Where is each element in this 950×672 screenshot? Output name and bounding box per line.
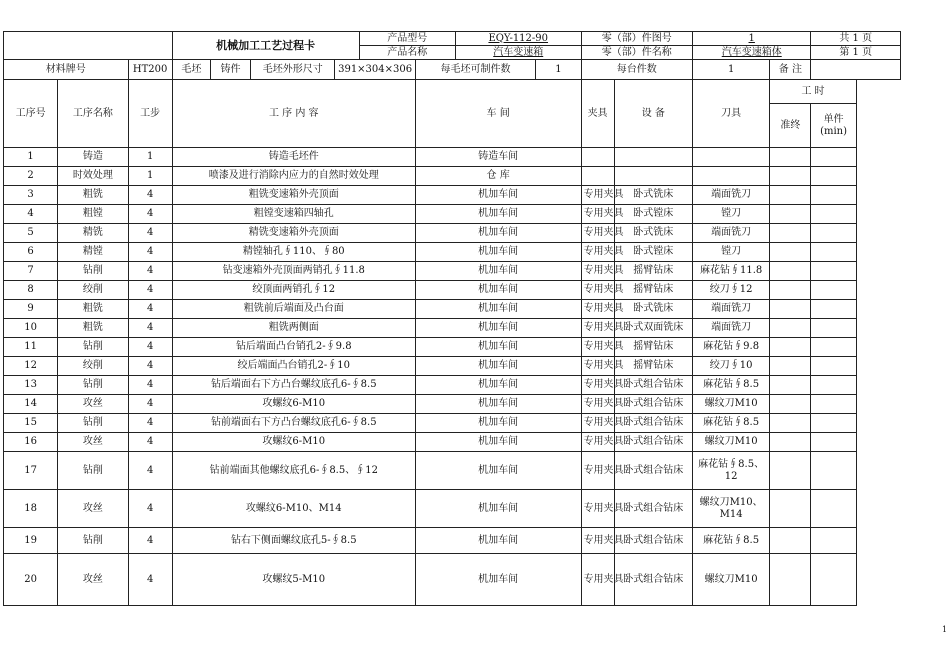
step-fixture: 专用夹具 [581, 186, 614, 205]
step-prep-time [770, 243, 811, 262]
step-equipment: 摇臂钻床 [614, 357, 692, 376]
product-name-label: 产品名称 [359, 46, 455, 60]
step-fixture: 专用夹具 [581, 452, 614, 490]
step-equipment: 摇臂钻床 [614, 262, 692, 281]
step-count: 4 [128, 414, 172, 433]
step-seq: 13 [4, 376, 58, 395]
step-seq: 8 [4, 281, 58, 300]
step-count: 4 [128, 300, 172, 319]
material-grade-value: HT200 [128, 60, 172, 80]
step-unit-time [811, 148, 856, 167]
step-unit-time [811, 243, 856, 262]
step-workshop: 机加车间 [415, 433, 581, 452]
step-fixture: 专用夹具 [581, 243, 614, 262]
step-seq: 7 [4, 262, 58, 281]
step-tool: 螺纹刀M10 [692, 433, 769, 452]
step-tool: 螺纹刀M10、M14 [692, 490, 769, 528]
step-content: 精镗轴孔∮110、∮80 [172, 243, 415, 262]
step-count: 4 [128, 319, 172, 338]
step-fixture: 专用夹具 [581, 376, 614, 395]
step-unit-time [811, 338, 856, 357]
table-row [4, 338, 901, 357]
step-prep-time [770, 205, 811, 224]
step-workshop: 机加车间 [415, 395, 581, 414]
step-count: 1 [128, 148, 172, 167]
step-name: 攻丝 [58, 395, 128, 414]
step-name: 钻削 [58, 414, 128, 433]
step-fixture: 专用夹具 [581, 490, 614, 528]
step-content: 攻螺纹6-M10 [172, 395, 415, 414]
step-prep-time [770, 414, 811, 433]
per-blank-value: 1 [536, 60, 581, 80]
step-content: 钻前端面其他螺纹底孔6-∮8.5、∮12 [172, 452, 415, 490]
table-row [4, 395, 901, 414]
step-prep-time [770, 433, 811, 452]
blank-label: 毛坯 [172, 60, 210, 80]
step-content: 喷漆及进行消除内应力的自然时效处理 [172, 167, 415, 186]
step-seq: 9 [4, 300, 58, 319]
step-name: 铸造 [58, 148, 128, 167]
step-unit-time [811, 490, 856, 528]
step-seq: 10 [4, 319, 58, 338]
step-fixture: 专用夹具 [581, 433, 614, 452]
step-count: 4 [128, 433, 172, 452]
step-tool: 麻花钻∮8.5 [692, 528, 769, 554]
remarks-value [811, 60, 901, 80]
header-blank [4, 32, 173, 60]
step-workshop: 机加车间 [415, 338, 581, 357]
step-seq: 2 [4, 167, 58, 186]
step-equipment: 卧式镗床 [614, 205, 692, 224]
step-content: 粗铣前后端面及凸台面 [172, 300, 415, 319]
col-header-equipment: 设 备 [614, 80, 692, 148]
step-fixture [581, 148, 614, 167]
table-row [4, 186, 901, 205]
step-count: 4 [128, 224, 172, 243]
col-header-workshop: 车 间 [415, 80, 581, 148]
step-seq: 6 [4, 243, 58, 262]
step-unit-time [811, 281, 856, 300]
step-unit-time [811, 414, 856, 433]
step-seq: 3 [4, 186, 58, 205]
step-workshop: 机加车间 [415, 186, 581, 205]
step-count: 4 [128, 528, 172, 554]
step-seq: 16 [4, 433, 58, 452]
step-workshop: 机加车间 [415, 528, 581, 554]
step-tool: 绞刀∮10 [692, 357, 769, 376]
step-prep-time [770, 528, 811, 554]
step-content: 攻螺纹6-M10 [172, 433, 415, 452]
step-name: 钻削 [58, 528, 128, 554]
step-count: 4 [128, 262, 172, 281]
step-workshop: 机加车间 [415, 452, 581, 490]
step-seq: 15 [4, 414, 58, 433]
blank-type-value: 铸件 [210, 60, 250, 80]
step-prep-time [770, 167, 811, 186]
step-name: 精铣 [58, 224, 128, 243]
step-tool: 麻花钻∮8.5 [692, 414, 769, 433]
step-fixture: 专用夹具 [581, 528, 614, 554]
step-tool: 端面铣刀 [692, 300, 769, 319]
step-name: 粗铣 [58, 186, 128, 205]
part-name-label: 零（部）件名称 [581, 46, 692, 60]
material-grade-label: 材料牌号 [4, 60, 129, 80]
part-drawing-value: 1 [748, 32, 755, 44]
step-equipment [614, 148, 692, 167]
step-content: 攻螺纹5-M10 [172, 554, 415, 606]
part-name-value: 汽车变速箱体 [721, 46, 782, 58]
step-workshop: 机加车间 [415, 357, 581, 376]
step-fixture: 专用夹具 [581, 224, 614, 243]
step-content: 钻后端面右下方凸台螺纹底孔6-∮8.5 [172, 376, 415, 395]
step-content: 粗镗变速箱四轴孔 [172, 205, 415, 224]
step-equipment: 卧式组合钻床 [614, 554, 692, 606]
step-fixture [581, 167, 614, 186]
step-tool [692, 148, 769, 167]
step-workshop: 铸造车间 [415, 148, 581, 167]
step-fixture: 专用夹具 [581, 554, 614, 606]
step-prep-time [770, 148, 811, 167]
step-count: 4 [128, 281, 172, 300]
step-equipment: 摇臂钻床 [614, 281, 692, 300]
step-unit-time [811, 205, 856, 224]
table-row [4, 281, 901, 300]
step-prep-time [770, 376, 811, 395]
step-tool: 麻花钻∮9.8 [692, 338, 769, 357]
step-seq: 1 [4, 148, 58, 167]
step-prep-time [770, 338, 811, 357]
step-equipment: 卧式组合钻床 [614, 395, 692, 414]
step-prep-time [770, 554, 811, 606]
col-header-time: 工 时 [770, 80, 856, 104]
step-unit-time [811, 319, 856, 338]
step-workshop: 机加车间 [415, 554, 581, 606]
table-row [4, 319, 901, 338]
total-pages: 共 1 页 [811, 32, 901, 46]
step-content: 钻后端面凸台销孔2-∮9.8 [172, 338, 415, 357]
step-fixture: 专用夹具 [581, 414, 614, 433]
step-count: 4 [128, 490, 172, 528]
step-seq: 5 [4, 224, 58, 243]
step-seq: 19 [4, 528, 58, 554]
step-workshop: 机加车间 [415, 205, 581, 224]
table-row [4, 205, 901, 224]
part-drawing-label: 零（部）件图号 [581, 32, 692, 46]
step-fixture: 专用夹具 [581, 395, 614, 414]
step-tool: 麻花钻∮11.8 [692, 262, 769, 281]
step-workshop: 机加车间 [415, 224, 581, 243]
step-content: 精铣变速箱外壳顶面 [172, 224, 415, 243]
blank-dims-value: 391×304×306 [335, 60, 415, 80]
step-tool: 绞刀∮12 [692, 281, 769, 300]
col-header-seq: 工序号 [4, 80, 58, 148]
step-workshop: 机加车间 [415, 414, 581, 433]
col-header-step: 工步 [128, 80, 172, 148]
process-card-table [3, 31, 901, 606]
step-unit-time [811, 433, 856, 452]
col-header-prep: 准终 [770, 104, 811, 148]
table-row [4, 414, 901, 433]
step-workshop: 机加车间 [415, 490, 581, 528]
step-seq: 4 [4, 205, 58, 224]
step-equipment: 卧式铣床 [614, 186, 692, 205]
table-row [4, 357, 901, 376]
blank-dims-label: 毛坯外形尺寸 [251, 60, 335, 80]
step-workshop: 机加车间 [415, 376, 581, 395]
product-name-value: 汽车变速箱 [493, 46, 544, 58]
step-name: 攻丝 [58, 490, 128, 528]
table-row [4, 490, 901, 528]
step-equipment: 卧式组合钻床 [614, 490, 692, 528]
step-count: 4 [128, 357, 172, 376]
step-count: 4 [128, 186, 172, 205]
step-prep-time [770, 395, 811, 414]
table-row [4, 148, 901, 167]
step-equipment: 卧式组合钻床 [614, 433, 692, 452]
product-name-cell [455, 46, 581, 60]
step-unit-time [811, 376, 856, 395]
part-name-cell [692, 46, 811, 60]
step-equipment: 卧式组合钻床 [614, 414, 692, 433]
step-equipment: 卧式组合钻床 [614, 452, 692, 490]
step-fixture: 专用夹具 [581, 338, 614, 357]
step-prep-time [770, 300, 811, 319]
step-equipment [614, 167, 692, 186]
step-equipment: 卧式组合钻床 [614, 528, 692, 554]
step-equipment: 卧式镗床 [614, 243, 692, 262]
step-fixture: 专用夹具 [581, 300, 614, 319]
step-unit-time [811, 186, 856, 205]
table-row [4, 452, 901, 490]
step-equipment: 卧式铣床 [614, 300, 692, 319]
table-row [4, 433, 901, 452]
col-header-tool: 刀具 [692, 80, 769, 148]
step-content: 绞顶面两销孔∮12 [172, 281, 415, 300]
table-row [4, 376, 901, 395]
step-name: 攻丝 [58, 554, 128, 606]
step-tool: 螺纹刀M10 [692, 554, 769, 606]
per-blank-label: 每毛坯可制件数 [415, 60, 536, 80]
page-number: 1 [942, 625, 948, 634]
step-unit-time [811, 357, 856, 376]
step-count: 4 [128, 338, 172, 357]
table-row [4, 300, 901, 319]
step-tool: 端面铣刀 [692, 319, 769, 338]
step-count: 4 [128, 554, 172, 606]
step-prep-time [770, 452, 811, 490]
step-name: 粗镗 [58, 205, 128, 224]
step-seq: 17 [4, 452, 58, 490]
step-name: 精镗 [58, 243, 128, 262]
step-tool: 镗刀 [692, 205, 769, 224]
step-equipment: 卧式铣床 [614, 224, 692, 243]
step-count: 1 [128, 167, 172, 186]
step-prep-time [770, 357, 811, 376]
col-header-content: 工 序 内 容 [172, 80, 415, 148]
table-row [4, 224, 901, 243]
step-prep-time [770, 262, 811, 281]
step-fixture: 专用夹具 [581, 319, 614, 338]
card-title: 机械加工工艺过程卡 [172, 32, 359, 60]
step-name: 时效处理 [58, 167, 128, 186]
product-model-label: 产品型号 [359, 32, 455, 46]
step-unit-time [811, 300, 856, 319]
step-name: 钻削 [58, 376, 128, 395]
step-tool: 镗刀 [692, 243, 769, 262]
col-header-name: 工序名称 [58, 80, 128, 148]
step-tool: 端面铣刀 [692, 224, 769, 243]
step-unit-time [811, 528, 856, 554]
table-row [4, 528, 901, 554]
step-content: 攻螺纹6-M10、M14 [172, 490, 415, 528]
step-fixture: 专用夹具 [581, 357, 614, 376]
step-unit-time [811, 554, 856, 606]
step-equipment: 摇臂钻床 [614, 338, 692, 357]
step-name: 绞削 [58, 281, 128, 300]
step-unit-time [811, 452, 856, 490]
step-prep-time [770, 224, 811, 243]
step-name: 攻丝 [58, 433, 128, 452]
step-fixture: 专用夹具 [581, 205, 614, 224]
step-unit-time [811, 262, 856, 281]
table-row [4, 243, 901, 262]
step-tool [692, 167, 769, 186]
step-unit-time [811, 395, 856, 414]
step-prep-time [770, 490, 811, 528]
step-workshop: 机加车间 [415, 281, 581, 300]
step-equipment: 卧式双面铣床 [614, 319, 692, 338]
step-equipment: 卧式组合钻床 [614, 376, 692, 395]
step-workshop: 机加车间 [415, 300, 581, 319]
step-fixture: 专用夹具 [581, 281, 614, 300]
step-content: 钻前端面右下方凸台螺纹底孔6-∮8.5 [172, 414, 415, 433]
page-no: 第 1 页 [811, 46, 901, 60]
step-seq: 11 [4, 338, 58, 357]
step-content: 粗铣变速箱外壳顶面 [172, 186, 415, 205]
step-count: 4 [128, 205, 172, 224]
table-row [4, 167, 901, 186]
step-seq: 18 [4, 490, 58, 528]
step-count: 4 [128, 376, 172, 395]
step-name: 粗铣 [58, 319, 128, 338]
step-count: 4 [128, 452, 172, 490]
col-header-fixture: 夹具 [581, 80, 614, 148]
step-seq: 14 [4, 395, 58, 414]
step-workshop: 仓 库 [415, 167, 581, 186]
step-name: 钻削 [58, 338, 128, 357]
per-unit-label: 每台件数 [581, 60, 692, 80]
step-content: 钻变速箱外壳顶面两销孔∮11.8 [172, 262, 415, 281]
product-model-cell [455, 32, 581, 46]
step-tool: 螺纹刀M10 [692, 395, 769, 414]
step-content: 粗铣两侧面 [172, 319, 415, 338]
product-model-value: EQY-112-90 [488, 32, 549, 44]
part-drawing-cell [692, 32, 811, 46]
step-name: 绞削 [58, 357, 128, 376]
step-name: 钻削 [58, 262, 128, 281]
step-tool: 端面铣刀 [692, 186, 769, 205]
col-header-unit: 单件(min) [811, 104, 856, 148]
step-seq: 20 [4, 554, 58, 606]
step-content: 铸造毛坯件 [172, 148, 415, 167]
step-workshop: 机加车间 [415, 243, 581, 262]
step-prep-time [770, 186, 811, 205]
table-row [4, 262, 901, 281]
step-content: 钻右下侧面螺纹底孔5-∮8.5 [172, 528, 415, 554]
step-count: 4 [128, 395, 172, 414]
step-workshop: 机加车间 [415, 262, 581, 281]
step-count: 4 [128, 243, 172, 262]
remarks-label: 备 注 [770, 60, 811, 80]
step-unit-time [811, 167, 856, 186]
step-name: 粗铣 [58, 300, 128, 319]
step-tool: 麻花钻∮8.5、12 [692, 452, 769, 490]
step-prep-time [770, 281, 811, 300]
per-unit-value: 1 [692, 60, 769, 80]
step-tool: 麻花钻∮8.5 [692, 376, 769, 395]
step-content: 绞后端面凸台销孔2-∮10 [172, 357, 415, 376]
step-fixture: 专用夹具 [581, 262, 614, 281]
step-name: 钻削 [58, 452, 128, 490]
step-prep-time [770, 319, 811, 338]
step-workshop: 机加车间 [415, 319, 581, 338]
step-unit-time [811, 224, 856, 243]
step-seq: 12 [4, 357, 58, 376]
table-row [4, 554, 901, 606]
